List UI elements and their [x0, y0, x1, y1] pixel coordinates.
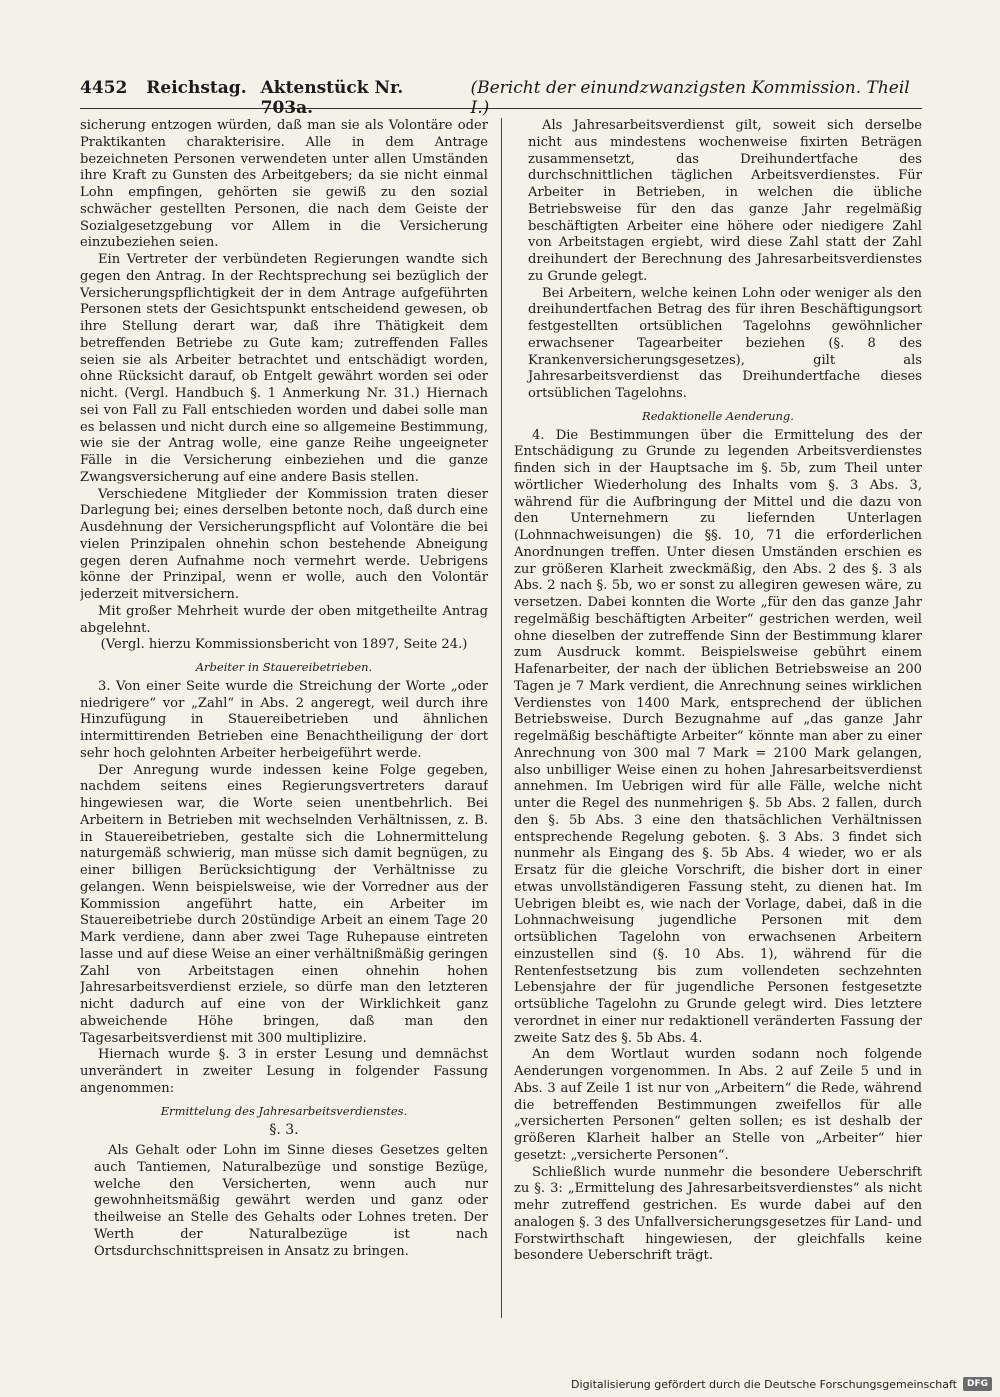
paragraph: 4. Die Bestimmungen über die Ermittelung des der Entschädigung zu Grunde zu legenden Arbeitsverdienstes finden sich in der Hauptsache im §. 5b, zum Theil unter wörtlicher Wiederholung des Inhalts vom §. 3 Abs. 3, während für die Aufbringung der Mittel und die dazu von den Unternehmern zu liefernden Unterlagen (Lohnnachweisungen) die §§. 10, 71 die erforderlichen Anordnungen treffen. Unter diesen Umständen erschien es zur größeren Klarheit zweckmäßig, den Abs. 2 des §. 3 als Abs. 2 nach §. 5b, wo er sonst zu allegiren gewesen wäre, zu versetzen. Dabei konnten die Worte „für den das ganze Jahr regelmäßig beschäftigten Arbeiter“ gestrichen werden, weil ohne dieselben der zutreffende Sinn der Bestimmung klarer zum Ausdruck kommt. Beispielsweise gebührt einem Hafenarbeiter, der nach der üblichen Betriebsweise an 200 Tagen je 7 Mark verdient, die Anrechnung seines wirklichen Verdienstes von 1400 Mark, entsprechend der üblichen Betriebsweise. Durch Bezugnahme auf „das ganze Jahr regelmäßig beschäftigte Arbeiter“ könnte man aber zu einer Anrechnung von 300 mal 7 Mark = 2100 Mark gelangen, also unbilliger Weise einen zu hohen Jahresarbeitsverdienst annehmen. Im Uebrigen wird für alle Fälle, welche nicht unter die Regel des nunmehrigen §. 5b Abs. 2 fallen, durch den §. 5b Abs. 3 eine den thatsächlichen Verhältnissen entsprechende Regelung geboten. §. 3 Abs. 3 findet sich nunmehr als Eingang des §. 5b Abs. 4 wieder, wo er als Ersatz für die gleiche Vorschrift, die bisher dort in einer etwas unvollständigeren Fassung steht, zu dienen hat. Im Uebrigen bleibt es, wie nach der Vorlage, dabei, daß in die Lohnnachweisung jugendliche Personen mit dem ortsüblichen Tagelohn von erwachsenen Arbeitern einzustellen sind (§. 10 Abs. 1), während für die Rentenfestsetzung bis zum vollendeten sechzehnten Lebensjahre der für jugendliche Personen festgesetzte ortsübliche Tagelohn zu Grunde gelegt wird. Dies letztere verordnet in einer nur redaktionell veränderten Fassung der zweite Satz des §. 5b Abs. 4. [514, 427, 922, 1046]
document-page [80, 78, 922, 1318]
paragraph: Hiernach wurde §. 3 in erster Lesung und demnächst unverändert in zweiter Lesung in folgender Fassung angenommen: [80, 1047, 488, 1096]
law-text: Als Jahresarbeitsverdienst gilt, soweit sich derselbe nicht aus mindestens wochenweise fixirten Beträgen zusammensetzt, das Dreihundertfache des durchschnittlichen täglichen Arbeitsverdienstes. Für Arbeiter in Betrieben, in welchen die übliche Betriebsweise für den das ganze Jahr regelmäßig beschäftigten Arbeiter eine höhere oder niedigere Zahl von Arbeitstagen ergiebt, wird diese Zahl statt der Zahl dreihundert der Berechnung des Jahresarbeitsverdienstes zu Grunde gelegt. [528, 118, 922, 284]
text-columns [80, 118, 922, 1318]
paragraph: Mit großer Mehrheit wurde der oben mitgetheilte Antrag abgelehnt. [80, 603, 488, 636]
page-number: 4452 [80, 78, 128, 98]
paragraph: Der Anregung wurde indessen keine Folge gegeben, nachdem seitens eines Regierungsvertreters darauf hingewiesen war, die Worte seien unentbehrlich. Bei Arbeitern in Betrieben mit wechselnden Verhältnissen, z. B. in Stauereibetrieben, gestalte sich die Lohnermittelung naturgemäß schwierig, man müsse sich damit begnügen, zu einer billigen Berücksichtigung der Verhältnisse zu gelangen. Wenn beispielsweise, wie der Vorredner aus der Kommission angeführt hatte, ein Arbeiter im Stauereibetriebe durch 20stündige Arbeit an einem Tage 20 Mark verdiene, dann aber zwei Tage Ruhepause eintreten lasse und auf diese Weise an einer verhältnißmäßig geringen Zahl von Arbeitstagen einen ohnehin hohen Jahresarbeitsverdienst erziele, so dürfe man den letzteren nicht dadurch auf eine von der Wirklichkeit ganz abweichende Höhe bringen, daß man den Tagesarbeitsverdienst mit 300 multiplizire. [80, 762, 488, 1046]
column-divider [501, 118, 502, 1318]
paragraph: Ein Vertreter der verbündeten Regierungen wandte sich gegen den Antrag. In der Rechtsprechung sei bezüglich der Versicherungspflichtigkeit der in dem Antrage aufgeführten Personen stets der Gesichtspunkt entscheidend gewesen, ob ihre Stellung derart war, daß ihre Thätigkeit dem betreffenden Betriebe zu Gute kam; zutreffenden Falles seien sie als Arbeiter betrachtet und entschädigt worden, ohne Rücksicht darauf, ob Entgelt gewährt worden sei oder nicht. (Vergl. Handbuch §. 1 Anmerkung Nr. 31.) Hiernach sei von Fall zu Fall entschieden worden und dabei solle man es belassen und nicht durch eine so allgemeine Bestimmung, wie sie der Antrag wolle, eine ganze Reihe ungeeigneter Fälle in die Versicherung einbeziehen und die ganze Zwangsversicherung auf eine andere Basis stellen. [80, 252, 488, 485]
law-text: Bei Arbeitern, welche keinen Lohn oder weniger als den dreihundertfachen Betrag des für ihren Beschäftigungsort festgestellten ortsüblichen Tagelohns gewöhnlicher erwachsener Tagearbeiter beziehen (§. 8 des Krankenversicherungsgesetzes), gilt als Jahresarbeitsverdienst das Dreihundertfache dieses ortsüblichen Tagelohns. [528, 285, 922, 401]
section-subheading: Ermittelung des Jahresarbeitsverdienstes. [160, 1103, 408, 1118]
digitization-footer [571, 1377, 992, 1391]
paragraph-sign: §. 3. [269, 1122, 299, 1139]
footer-text: Digitalisierung gefördert durch die Deutsche Forschungsgemeinschaft [571, 1377, 957, 1391]
header-title: (Bericht der einundzwanzigsten Kommission. Theil I.) [470, 78, 910, 118]
paragraph-reference: (Vergl. hierzu Kommissionsbericht von 1897, Seite 24.) [100, 637, 468, 653]
page-header [80, 78, 922, 118]
header-reichstag: Reichstag. [146, 78, 247, 98]
paragraph: sicherung entzogen würden, daß man sie als Volontäre oder Praktikanten charakterisire. Alle in dem Antrage bezeichneten Personen verwendeten unter allen Umständen ihre Kraft zu Gunsten des Arbeitgebers; da sie nicht einmal Lohn empfingen, gehörten sie gewiß zu den sozial schwächer gestellten Personen, die nach dem Geiste der Sozialgesetzgebung vor Allem in die Versicherung einzubeziehen seien. [80, 118, 488, 251]
header-aktenstueck: Aktenstück Nr. 703a. [260, 78, 404, 118]
left-column [80, 118, 488, 1318]
section-subheading: Arbeiter in Stauereibetrieben. [195, 660, 373, 674]
paragraph: 3. Von einer Seite wurde die Streichung der Worte „oder niedrigere“ vor „Zahl“ in Abs. 2 angeregt, weil durch ihre Hinzufügung in Stauereibetrieben und ähnlichen intermittirenden Betrieben eine Benachtheiligung der dort sehr hoch gelohnten Arbeiter herbeigeführt werde. [80, 678, 488, 761]
right-column [514, 118, 922, 1318]
paragraph: Verschiedene Mitglieder der Kommission traten dieser Darlegung bei; eines derselben betonte noch, daß durch eine Ausdehnung der Versicherungspflicht auf Volontäre die bei vielen Prinzipalen ohnehin schon bestehende Abneigung gegen deren Aufnahme noch vermehrt werde. Uebrigens könne der Prinzipal, wenn er wolle, auch den Volontär jederzeit mitversichern. [80, 486, 488, 602]
paragraph: Schließlich wurde nunmehr die besondere Ueberschrift zu §. 3: „Ermittelung des Jahresarbeitsverdienstes“ als nicht mehr zutreffend gestrichen. Es wurde dabei auf den analogen §. 3 des Unfallversicherungsgesetzes für Land- und Forstwirthschaft hingewiesen, der gleichfalls keine besondere Ueberschrift trägt. [514, 1164, 922, 1264]
law-text: Als Gehalt oder Lohn im Sinne dieses Gesetzes gelten auch Tantiemen, Naturalbezüge und sonstige Bezüge, welche den Versicherten, wenn auch nur gewohnheitsmäßig gewährt werden und ganz oder theilweise an Stelle des Gehalts oder Lohnes treten. Der Werth der Naturalbezüge ist nach Ortsdurchschnittspreisen in Ansatz zu bringen. [94, 1143, 488, 1259]
section-subheading: Redaktionelle Aenderung. [642, 408, 794, 423]
paragraph: An dem Wortlaut wurden sodann noch folgende Aenderungen vorgenommen. In Abs. 2 auf Zeile 5 und in Abs. 3 auf Zeile 1 ist nur von „Arbeitern“ die Rede, während die betreffenden Bestimmungen zweifellos für alle „versicherten Personen“ gelten sollen; es ist deshalb der größeren Klarheit halber an Stelle von „Arbeiter“ hier gesetzt: „versicherte Personen“. [514, 1047, 922, 1163]
dfg-logo-icon: DFG [963, 1377, 992, 1391]
